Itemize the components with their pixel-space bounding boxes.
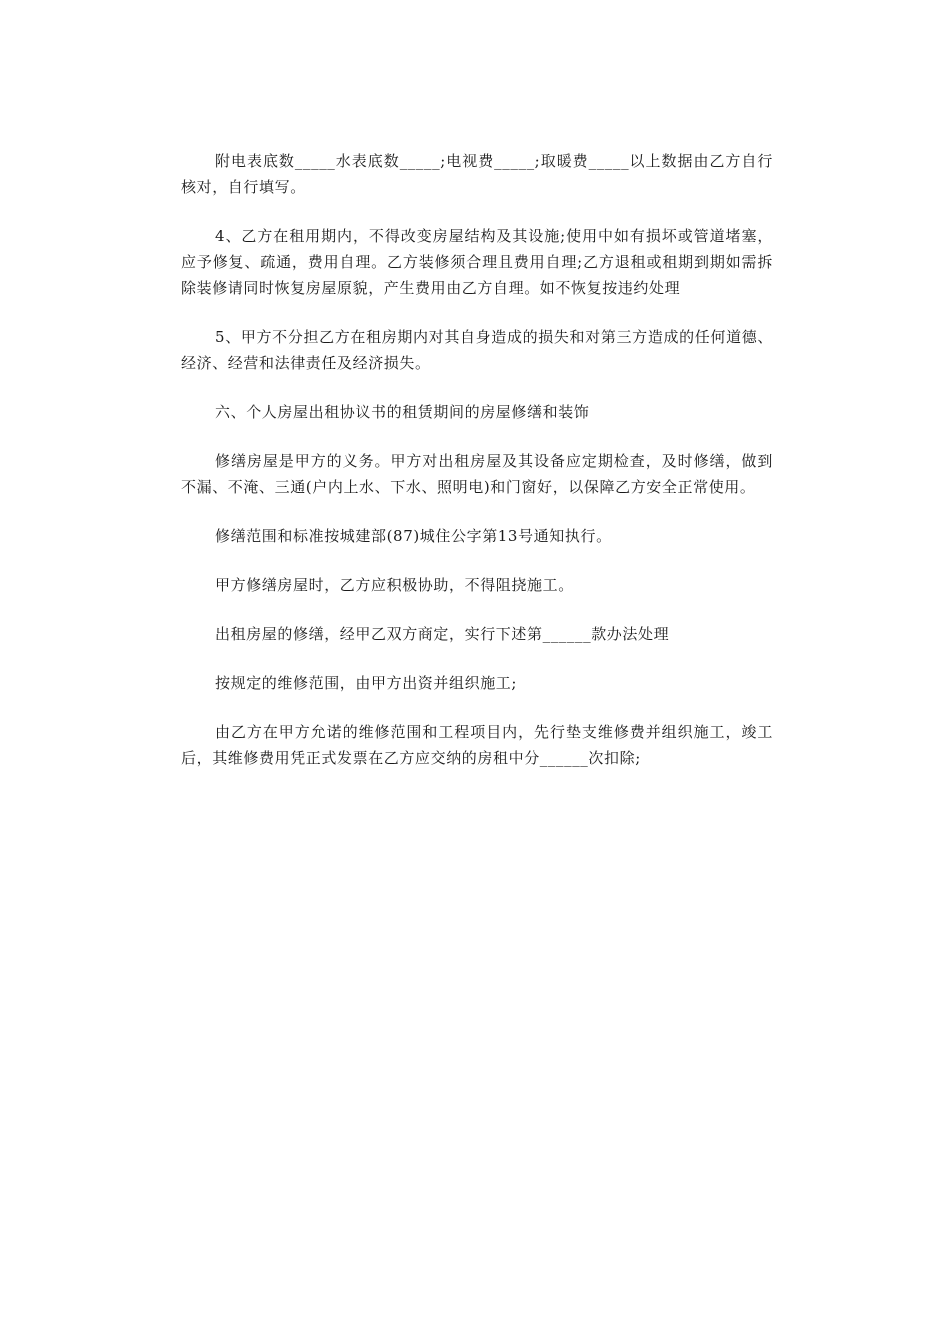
repair-standard-paragraph: 修缮范围和标准按城建部(87)城住公字第13号通知执行。: [215, 527, 612, 545]
repair-option-1-paragraph: 按规定的维修范围，由甲方出资并组织施工;: [215, 674, 518, 692]
repair-option-2-paragraph: 由乙方在甲方允诺的维修范围和工程项目内，先行垫支维修费并组织施工，竣工后，其维修费用凭正式发票在乙方应交纳的房租中分______次扣除;: [181, 723, 773, 767]
clause-4-paragraph: 4、乙方在租用期内，不得改变房屋结构及其设施;使用中如有损坏或管道堵塞，应予修复、疏通，费用自理。乙方装修须合理且费用自理;乙方退租或租期到期如需拆除装修请同时恢复房屋原貌，产生费用由乙方自理。如不恢复按违约处理: [181, 227, 773, 297]
repair-method-paragraph: 出租房屋的修缮，经甲乙双方商定，实行下述第______款办法处理: [215, 625, 670, 643]
document-body: [181, 148, 773, 794]
clause-5-paragraph: 5、甲方不分担乙方在租房期内对其自身造成的损失和对第三方造成的任何道德、经济、经营和法律责任及经济损失。: [181, 328, 773, 372]
repair-duty-paragraph: 修缮房屋是甲方的义务。甲方对出租房屋及其设备应定期检查，及时修缮，做到不漏、不淹、三通(户内上水、下水、照明电)和门窗好，以保障乙方安全正常使用。: [181, 452, 773, 496]
meter-readings-paragraph: 附电表底数_____水表底数_____;电视费_____;取暖费_____以上数据由乙方自行核对，自行填写。: [181, 152, 773, 196]
repair-cooperation-paragraph: 甲方修缮房屋时，乙方应积极协助，不得阻挠施工。: [215, 576, 574, 594]
section-6-heading: 六、个人房屋出租协议书的租赁期间的房屋修缮和装饰: [215, 403, 590, 421]
